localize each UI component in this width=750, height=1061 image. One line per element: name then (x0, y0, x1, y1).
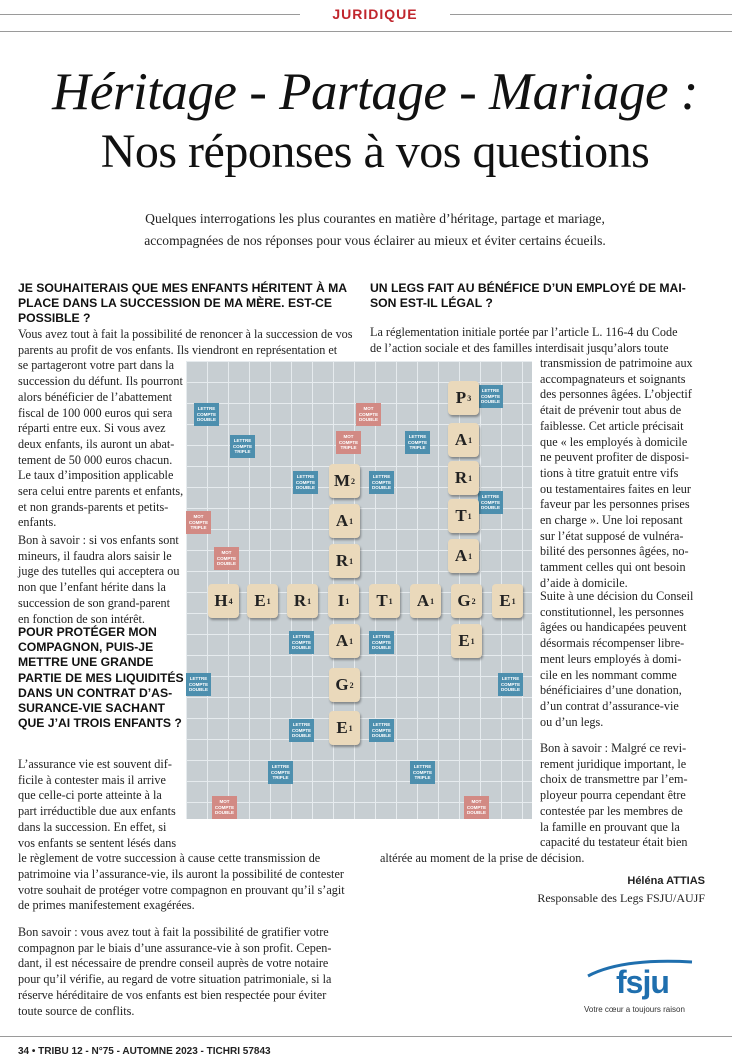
question-3-tip (540, 741, 715, 851)
question-3-paragraph-2 (540, 589, 715, 730)
text-line: dans la succession. En effet, si (18, 819, 167, 834)
text-line: que « les employés à domicile (540, 434, 688, 449)
title-line-1: Héritage - Partage - Mariage : (52, 63, 698, 121)
premium-square: LETTRE COMPTE DOUBLE (478, 491, 503, 514)
text-line: ment leurs employés à domi- (540, 651, 682, 666)
premium-square: LETTRE COMPTE DOUBLE (293, 471, 318, 494)
text-line: capacité du testateur était bien (540, 835, 688, 850)
header-rule-left (0, 14, 300, 15)
premium-square: LETTRE COMPTE TRIPLE (410, 761, 435, 784)
intro-line: Quelques interrogations les plus courantes en matière d’héritage, partage et mariage, (145, 211, 605, 226)
letter-tile: H 4 (208, 584, 239, 618)
premium-square: MOT COMPTE DOUBLE (464, 796, 489, 819)
letter-tile: A 1 (329, 624, 360, 658)
heading-line: COMPAGNON, PUIS-JE (18, 640, 154, 655)
question-1-tip (18, 533, 184, 627)
text-line: Bon à savoir : Malgré ce revi- (540, 741, 687, 755)
text-line: que celle-ci porte atteinte à la (18, 788, 162, 803)
text-line: votre souhait de protéger votre compagnon en prouvant qu’il s’agit (18, 882, 345, 897)
premium-square: LETTRE COMPTE TRIPLE (405, 431, 430, 454)
footer-rule (0, 1036, 732, 1037)
premium-square: LETTRE COMPTE DOUBLE (498, 673, 523, 696)
text-line: part irréductible due aux enfants (18, 804, 176, 819)
text-line: cile en les nommant comme (540, 667, 677, 682)
heading-line: POUR PROTÉGER MON (18, 625, 157, 639)
premium-square: LETTRE COMPTE TRIPLE (230, 435, 255, 458)
logo-tagline: Votre cœur a toujours raison (584, 1005, 685, 1014)
text-line: ou d’un legs. (540, 714, 604, 729)
premium-square: MOT COMPTE TRIPLE (336, 431, 361, 454)
text-line: réparti entre eux. Si vous avez (18, 421, 166, 436)
text-line: constitutionnel, les personnes (540, 604, 684, 619)
letter-tile: E 1 (492, 584, 523, 618)
question-3-answer-narrow (540, 356, 715, 592)
premium-square: MOT COMPTE DOUBLE (214, 547, 239, 570)
text-line: bilité des personnes âgées, no- (540, 544, 689, 559)
letter-tile: E 1 (329, 711, 360, 745)
text-line: succession de son grand-parent (18, 595, 170, 610)
text-line: d’un contrat d’assurance-vie (540, 698, 679, 713)
premium-square: LETTRE COMPTE DOUBLE (369, 631, 394, 654)
premium-square: LETTRE COMPTE DOUBLE (478, 385, 503, 408)
heading-line: PLACE DANS LA SUCCESSION DE MA MÈRE. EST-CE (18, 296, 332, 311)
fsju-logo (582, 958, 712, 1018)
author-role: Responsable des Legs FSJU/AUJF (537, 891, 705, 905)
premium-square: LETTRE COMPTE DOUBLE (369, 471, 394, 494)
premium-square: LETTRE COMPTE DOUBLE (289, 631, 314, 654)
author-name: Héléna ATTIAS (627, 875, 705, 887)
text-line: parents au profit de vos enfants. Ils viendront en représentation et (18, 342, 338, 357)
heading-line: SURANCE-VIE SACHANT (18, 701, 165, 716)
text-line: accompagnateurs et soignants (540, 371, 686, 386)
letter-tile: T 1 (448, 499, 479, 533)
text-line: et non grands-parents et petits- (18, 499, 169, 514)
letter-tile: A 1 (329, 504, 360, 538)
text-line: Suite à une décision du Conseil (540, 589, 694, 603)
text-line: ou testamentaires faites en leur (540, 481, 691, 496)
text-line: sur l’état supposé de vulnéra- (540, 528, 684, 543)
title-line-2: Nos réponses à vos questions (100, 125, 650, 178)
premium-square: MOT COMPTE DOUBLE (212, 796, 237, 819)
text-line: de l’action sociale et des familles interdisait jusqu’alors toute (370, 340, 669, 355)
text-line: enfants. (18, 515, 57, 530)
heading-line: PARTIE DE MES LIQUIDITÉS (18, 670, 184, 685)
text-line: ficile à contester mais il arrive (18, 772, 166, 787)
text-line: vos enfants se sentent lésés dans (18, 835, 177, 850)
intro-line: accompagnées de nos réponses pour vous éclairer au mieux et éviter certains écueils. (144, 233, 606, 248)
section-label: JURIDIQUE (332, 6, 418, 22)
text-line: mineurs, il faudra alors saisir le (18, 548, 172, 563)
text-line: toute source de conflits. (18, 1003, 135, 1018)
header-rule-full (0, 31, 732, 32)
text-line: succession du défunt. Ils pourront (18, 374, 183, 389)
text-line: pour qu’il vérifie, au regard de votre situation patrimoniale, si la (18, 972, 332, 987)
text-line: Le taux d’imposition applicable (18, 468, 174, 483)
heading-line: UN LEGS FAIT AU BÉNÉFICE D’UN EMPLOYÉ DE MAI- (370, 281, 686, 295)
question-3-heading (370, 281, 715, 311)
text-line: était de prévenir tout abus de (540, 403, 682, 418)
text-line: faveur par les personnes prises (540, 497, 690, 512)
text-line: La réglementation initiale portée par l’article L. 116-4 du Code (370, 325, 678, 339)
text-line: transmission de patrimoine aux (540, 356, 693, 370)
text-line: d’aide à domicile. (540, 575, 628, 590)
letter-tile: I 1 (328, 584, 359, 618)
text-line: bénéficiaires d’une donation, (540, 683, 682, 698)
text-line: patrimoine via l’assurance-vie, ils auront la possibilité de contester (18, 866, 344, 881)
text-line: de primes manifestement exagérées. (18, 898, 195, 913)
text-line: dant, il est nécessaire de prendre conseil auprès de votre notaire (18, 956, 329, 971)
text-line: Bon savoir : vous avez tout à fait la possibilité de gratifier votre (18, 925, 329, 939)
text-line: le règlement de votre succession à cause cette transmission de (18, 851, 321, 866)
heading-line: DANS UN CONTRAT D’AS- (18, 685, 173, 700)
header-rule-right (450, 14, 732, 15)
letter-tile: T 1 (369, 584, 400, 618)
scrabble-photo (186, 361, 532, 819)
text-line: choix de transmettre par l’em- (540, 772, 688, 787)
text-line: des personnes âgées. L’objectif (540, 387, 692, 402)
letter-tile: G 2 (329, 668, 360, 702)
signature (420, 873, 705, 906)
text-line: ne peuvent profiter de disposi- (540, 450, 689, 465)
letter-tile: G 2 (451, 584, 482, 618)
premium-square: LETTRE COMPTE DOUBLE (186, 673, 211, 696)
text-line: ployeur pourra cependant être (540, 788, 686, 803)
premium-square: LETTRE COMPTE DOUBLE (194, 403, 219, 426)
text-line: réserve héréditaire de vos enfants est bien respectée pour éviter (18, 987, 327, 1002)
text-line: désormais récompenser libre- (540, 636, 685, 651)
text-line: Bon à savoir : si vos enfants sont (18, 533, 179, 547)
text-line: compagnon par le biais d’une assurance-vie à son profit. Cepen- (18, 940, 332, 955)
question-2-heading (18, 625, 184, 731)
letter-tile: A 1 (410, 584, 441, 618)
text-line: âgées ou handicapées peuvent (540, 620, 687, 635)
letter-tile: R 1 (329, 544, 360, 578)
text-line: fiscal de 100 000 euros qui sera (18, 405, 173, 420)
page-footer: 34 • TRIBU 12 - N°75 - AUTOMNE 2023 - TICHRI 57843 (18, 1046, 271, 1057)
premium-square: LETTRE COMPTE DOUBLE (369, 719, 394, 742)
text-line: Vous avez tout à fait la possibilité de renoncer à la succession de vos (18, 327, 353, 341)
premium-square: MOT COMPTE TRIPLE (186, 511, 211, 534)
heading-line: METTRE UNE GRANDE (18, 655, 154, 670)
logo-wordmark: fsju (616, 964, 669, 1000)
text-line: deux enfants, ils auront un abat- (18, 436, 175, 451)
premium-square: MOT COMPTE DOUBLE (356, 403, 381, 426)
heading-line: SON EST-IL LÉGAL ? (370, 296, 493, 311)
letter-tile: A 1 (448, 539, 479, 573)
premium-square: LETTRE COMPTE DOUBLE (289, 719, 314, 742)
letter-tile: R 1 (448, 461, 479, 495)
text-line: juge des tutelles qui acceptera ou (18, 564, 180, 579)
letter-tile: M 2 (329, 464, 360, 498)
text-line: contestée par les membres de (540, 803, 683, 818)
letter-tile: P 3 (448, 381, 479, 415)
text-line: en fonction de son intérêt. (18, 611, 145, 626)
text-line: tement de 50 000 euros chacun. (18, 452, 173, 467)
question-1-heading (18, 281, 363, 327)
text-line: tions à titre gratuit entre vifs (540, 465, 679, 480)
text-line: la famille en prouvant que la (540, 819, 680, 834)
letter-tile: E 1 (247, 584, 278, 618)
text-line: se partageront votre part dans la (18, 358, 175, 373)
letter-tile: R 1 (287, 584, 318, 618)
text-line: L’assurance vie est souvent dif- (18, 757, 172, 771)
intro (60, 208, 690, 252)
text-line: non que l’enfant hérite dans la (18, 580, 166, 595)
text-line: en charge ». Une loi reposant (540, 513, 683, 528)
letter-tile: A 1 (448, 423, 479, 457)
question-3-answer (370, 325, 715, 356)
text-line: faiblesse. Cet article précisait (540, 418, 684, 433)
heading-line: QUE J’AI TROIS ENFANTS ? (18, 716, 182, 731)
text-line: sera celui entre parents et enfants, (18, 484, 184, 499)
text-line: tamment celles qui ont besoin (540, 560, 686, 575)
heading-line: POSSIBLE ? (18, 311, 91, 326)
text-line: rement juridique important, le (540, 756, 687, 771)
heading-line: JE SOUHAITERAIS QUE MES ENFANTS HÉRITENT À MA (18, 281, 348, 295)
question-2-tip (18, 925, 363, 1019)
text-line: alors bénéficier de l’abattement (18, 389, 172, 404)
question-3-last-line: altérée au moment de la prise de décision. (380, 851, 585, 865)
letter-tile: E 1 (451, 624, 482, 658)
premium-square: LETTRE COMPTE TRIPLE (268, 761, 293, 784)
